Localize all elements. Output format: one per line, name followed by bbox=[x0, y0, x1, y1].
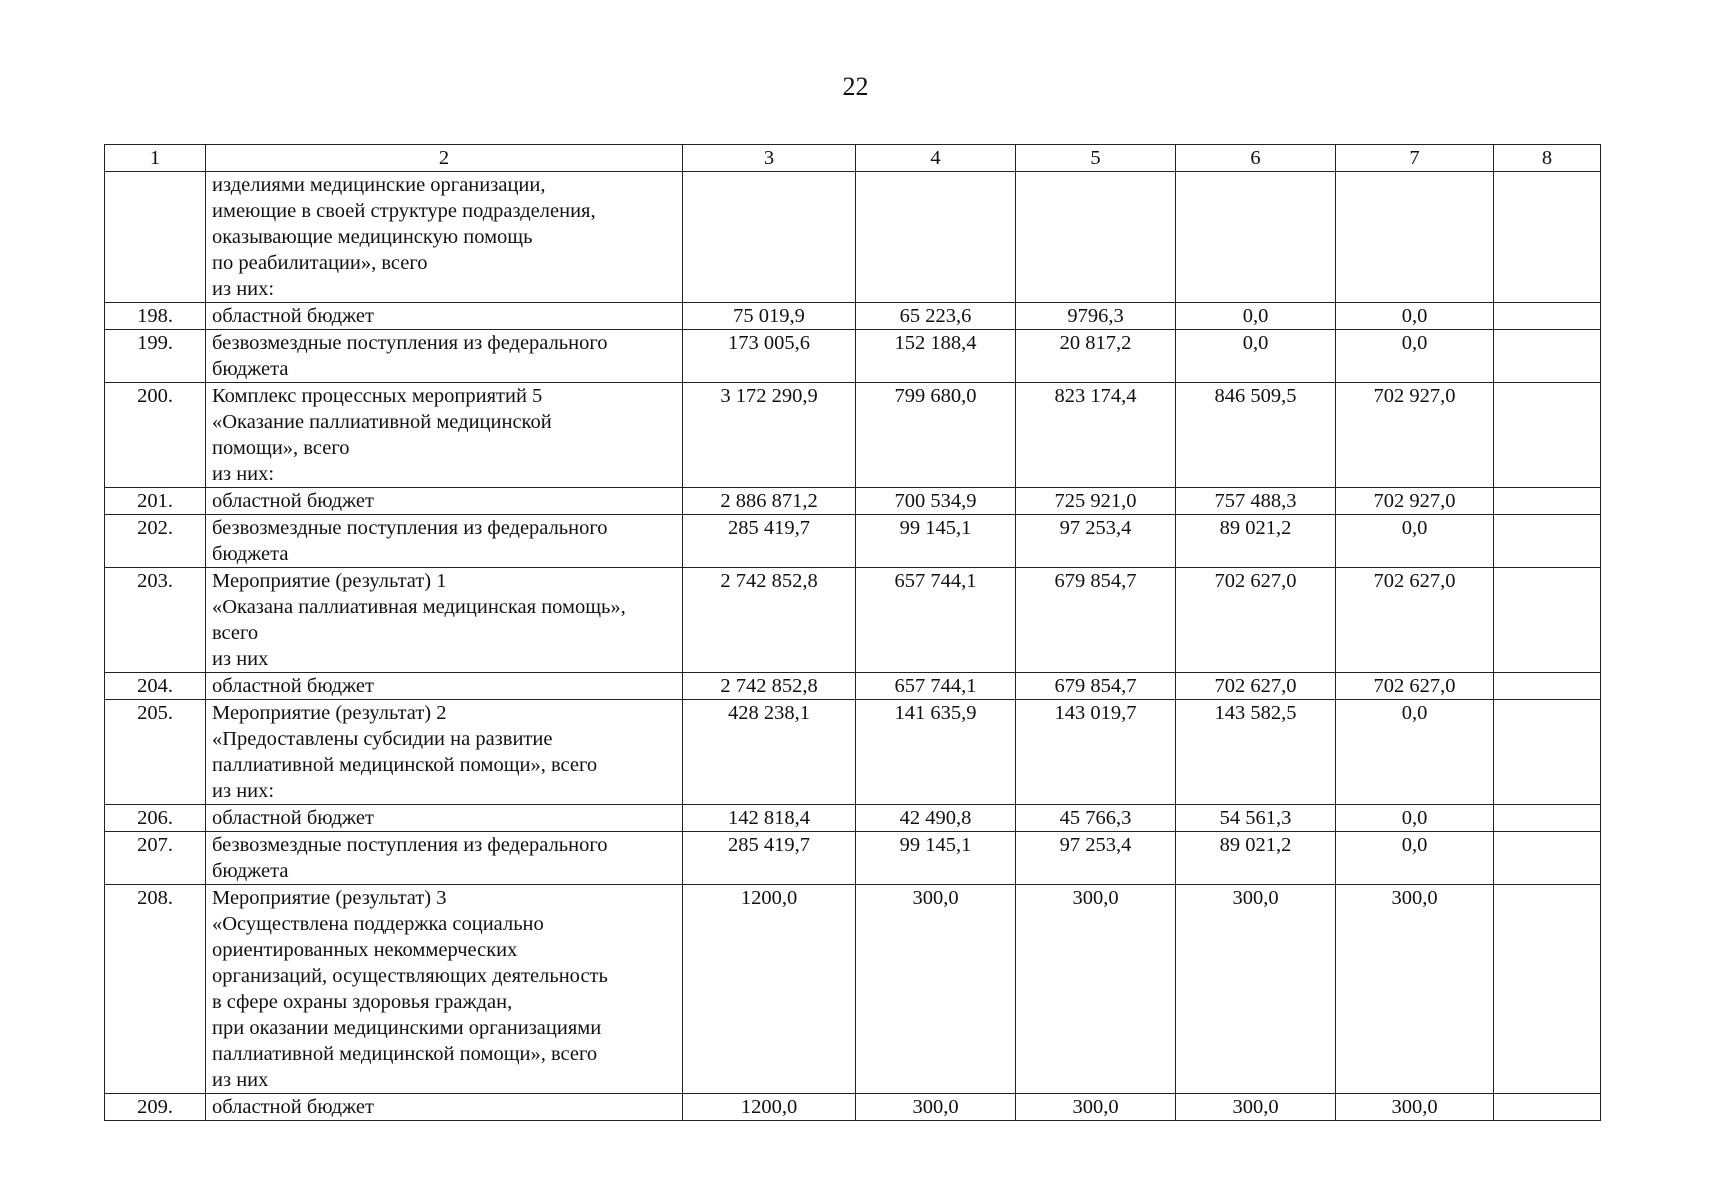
col6-value-cell: 300,0 bbox=[1176, 885, 1336, 1094]
col5-value-cell: 20 817,2 bbox=[1016, 330, 1176, 383]
col6-value-cell bbox=[1176, 172, 1336, 303]
col7-value-cell: 702 627,0 bbox=[1336, 568, 1494, 673]
col4-value-cell: 99 145,1 bbox=[856, 515, 1016, 568]
item-name-cell: изделиями медицинские организации, имеющие в своей структуре подразделения, оказывающие медицинскую помощь по реабилитации», всего из них: bbox=[206, 172, 683, 303]
column-header: 7 bbox=[1336, 145, 1494, 172]
col4-value-cell: 300,0 bbox=[856, 1094, 1016, 1121]
col7-value-cell: 702 927,0 bbox=[1336, 383, 1494, 488]
column-header: 6 bbox=[1176, 145, 1336, 172]
col8-value-cell bbox=[1494, 303, 1601, 330]
row-number-cell: 206. bbox=[105, 805, 206, 832]
item-name-cell: областной бюджет bbox=[206, 488, 683, 515]
col8-value-cell bbox=[1494, 383, 1601, 488]
col6-value-cell: 846 509,5 bbox=[1176, 383, 1336, 488]
row-number-cell: 209. bbox=[105, 1094, 206, 1121]
col4-value-cell bbox=[856, 172, 1016, 303]
row-number-cell: 204. bbox=[105, 673, 206, 700]
column-header: 4 bbox=[856, 145, 1016, 172]
col3-value-cell: 142 818,4 bbox=[683, 805, 856, 832]
col7-value-cell: 0,0 bbox=[1336, 515, 1494, 568]
header-row bbox=[105, 145, 1601, 172]
col4-value-cell: 799 680,0 bbox=[856, 383, 1016, 488]
col8-value-cell bbox=[1494, 673, 1601, 700]
item-name-cell: областной бюджет bbox=[206, 303, 683, 330]
item-name-cell: безвозмездные поступления из федерального бюджета bbox=[206, 515, 683, 568]
table-row bbox=[105, 568, 1601, 673]
col5-value-cell: 679 854,7 bbox=[1016, 568, 1176, 673]
column-header: 8 bbox=[1494, 145, 1601, 172]
col7-value-cell: 0,0 bbox=[1336, 330, 1494, 383]
row-number-cell: 202. bbox=[105, 515, 206, 568]
table-row bbox=[105, 832, 1601, 885]
col3-value-cell: 428 238,1 bbox=[683, 700, 856, 805]
item-name-cell: безвозмездные поступления из федерального бюджета bbox=[206, 330, 683, 383]
column-header: 3 bbox=[683, 145, 856, 172]
table-row bbox=[105, 303, 1601, 330]
table-row bbox=[105, 885, 1601, 1094]
col3-value-cell: 1200,0 bbox=[683, 885, 856, 1094]
col5-value-cell: 679 854,7 bbox=[1016, 673, 1176, 700]
table-row bbox=[105, 673, 1601, 700]
row-number-cell: 203. bbox=[105, 568, 206, 673]
col8-value-cell bbox=[1494, 1094, 1601, 1121]
table-row bbox=[105, 1094, 1601, 1121]
col8-value-cell bbox=[1494, 488, 1601, 515]
col8-value-cell bbox=[1494, 885, 1601, 1094]
row-number-cell: 208. bbox=[105, 885, 206, 1094]
col4-value-cell: 657 744,1 bbox=[856, 673, 1016, 700]
col4-value-cell: 42 490,8 bbox=[856, 805, 1016, 832]
table-row bbox=[105, 330, 1601, 383]
col4-value-cell: 700 534,9 bbox=[856, 488, 1016, 515]
col7-value-cell: 0,0 bbox=[1336, 303, 1494, 330]
col7-value-cell: 0,0 bbox=[1336, 805, 1494, 832]
table-header bbox=[105, 145, 1601, 172]
item-name-cell: областной бюджет bbox=[206, 673, 683, 700]
col4-value-cell: 141 635,9 bbox=[856, 700, 1016, 805]
col3-value-cell: 1200,0 bbox=[683, 1094, 856, 1121]
column-header: 5 bbox=[1016, 145, 1176, 172]
col7-value-cell: 0,0 bbox=[1336, 700, 1494, 805]
col8-value-cell bbox=[1494, 832, 1601, 885]
col6-value-cell: 0,0 bbox=[1176, 330, 1336, 383]
col6-value-cell: 757 488,3 bbox=[1176, 488, 1336, 515]
col3-value-cell: 2 886 871,2 bbox=[683, 488, 856, 515]
col3-value-cell: 2 742 852,8 bbox=[683, 568, 856, 673]
row-number-cell: 200. bbox=[105, 383, 206, 488]
col5-value-cell: 97 253,4 bbox=[1016, 832, 1176, 885]
col6-value-cell: 54 561,3 bbox=[1176, 805, 1336, 832]
col7-value-cell: 702 927,0 bbox=[1336, 488, 1494, 515]
item-name-cell: Мероприятие (результат) 1 «Оказана паллиативная медицинская помощь», всего из них bbox=[206, 568, 683, 673]
col3-value-cell: 2 742 852,8 bbox=[683, 673, 856, 700]
table-row bbox=[105, 383, 1601, 488]
col5-value-cell: 300,0 bbox=[1016, 885, 1176, 1094]
col3-value-cell: 75 019,9 bbox=[683, 303, 856, 330]
col5-value-cell: 143 019,7 bbox=[1016, 700, 1176, 805]
col8-value-cell bbox=[1494, 805, 1601, 832]
item-name-cell: безвозмездные поступления из федерального бюджета bbox=[206, 832, 683, 885]
col7-value-cell bbox=[1336, 172, 1494, 303]
col4-value-cell: 300,0 bbox=[856, 885, 1016, 1094]
col3-value-cell bbox=[683, 172, 856, 303]
row-number-cell: 207. bbox=[105, 832, 206, 885]
col6-value-cell: 0,0 bbox=[1176, 303, 1336, 330]
column-header: 2 bbox=[206, 145, 683, 172]
item-name-cell: Мероприятие (результат) 3 «Осуществлена поддержка социально ориентированных некоммерческих организаций, осуществляющих деятельность в сфере охраны здоровья граждан, при оказании медицинскими организациями паллиативной медицинской помощи», всего из них bbox=[206, 885, 683, 1094]
row-number-cell: 199. bbox=[105, 330, 206, 383]
table-row bbox=[105, 805, 1601, 832]
item-name-cell: областной бюджет bbox=[206, 805, 683, 832]
page-number: 22 bbox=[842, 72, 869, 101]
col4-value-cell: 657 744,1 bbox=[856, 568, 1016, 673]
col4-value-cell: 99 145,1 bbox=[856, 832, 1016, 885]
col5-value-cell bbox=[1016, 172, 1176, 303]
col5-value-cell: 300,0 bbox=[1016, 1094, 1176, 1121]
col7-value-cell: 300,0 bbox=[1336, 885, 1494, 1094]
col8-value-cell bbox=[1494, 568, 1601, 673]
col4-value-cell: 152 188,4 bbox=[856, 330, 1016, 383]
col6-value-cell: 143 582,5 bbox=[1176, 700, 1336, 805]
col6-value-cell: 702 627,0 bbox=[1176, 673, 1336, 700]
row-number-cell: 205. bbox=[105, 700, 206, 805]
row-number-cell: 198. bbox=[105, 303, 206, 330]
col6-value-cell: 702 627,0 bbox=[1176, 568, 1336, 673]
col5-value-cell: 9796,3 bbox=[1016, 303, 1176, 330]
column-header: 1 bbox=[105, 145, 206, 172]
col8-value-cell bbox=[1494, 700, 1601, 805]
col8-value-cell bbox=[1494, 515, 1601, 568]
col5-value-cell: 45 766,3 bbox=[1016, 805, 1176, 832]
col6-value-cell: 300,0 bbox=[1176, 1094, 1336, 1121]
col6-value-cell: 89 021,2 bbox=[1176, 832, 1336, 885]
table-row bbox=[105, 488, 1601, 515]
col3-value-cell: 173 005,6 bbox=[683, 330, 856, 383]
table-row bbox=[105, 700, 1601, 805]
col5-value-cell: 97 253,4 bbox=[1016, 515, 1176, 568]
col7-value-cell: 0,0 bbox=[1336, 832, 1494, 885]
row-number-cell: 201. bbox=[105, 488, 206, 515]
col4-value-cell: 65 223,6 bbox=[856, 303, 1016, 330]
col7-value-cell: 300,0 bbox=[1336, 1094, 1494, 1121]
col8-value-cell bbox=[1494, 330, 1601, 383]
table-row bbox=[105, 515, 1601, 568]
table-row bbox=[105, 172, 1601, 303]
budget-table bbox=[104, 144, 1601, 1121]
item-name-cell: областной бюджет bbox=[206, 1094, 683, 1121]
item-name-cell: Мероприятие (результат) 2 «Предоставлены субсидии на развитие паллиативной медицинской помощи», всего из них: bbox=[206, 700, 683, 805]
col5-value-cell: 725 921,0 bbox=[1016, 488, 1176, 515]
item-name-cell: Комплекс процессных мероприятий 5 «Оказание паллиативной медицинской помощи», всего из них: bbox=[206, 383, 683, 488]
col7-value-cell: 702 627,0 bbox=[1336, 673, 1494, 700]
row-number-cell bbox=[105, 172, 206, 303]
col8-value-cell bbox=[1494, 172, 1601, 303]
col6-value-cell: 89 021,2 bbox=[1176, 515, 1336, 568]
table-body bbox=[105, 172, 1601, 1121]
col3-value-cell: 3 172 290,9 bbox=[683, 383, 856, 488]
col3-value-cell: 285 419,7 bbox=[683, 832, 856, 885]
col5-value-cell: 823 174,4 bbox=[1016, 383, 1176, 488]
col3-value-cell: 285 419,7 bbox=[683, 515, 856, 568]
